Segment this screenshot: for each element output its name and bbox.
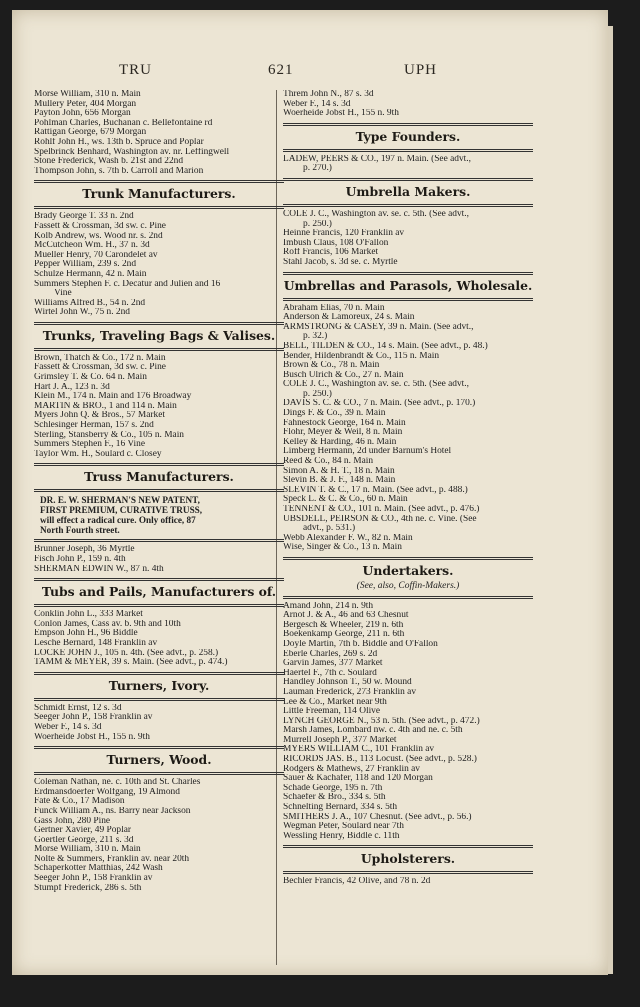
list-item: Amand John, 214 n. 9th bbox=[283, 601, 374, 611]
list-item: p. 32.) bbox=[303, 332, 328, 342]
section-rule bbox=[283, 871, 533, 874]
list-item: Wessling Henry, Biddle c. 11th bbox=[283, 831, 400, 841]
list-item: Abraham Elias, 70 n. Main bbox=[283, 303, 385, 313]
page-header bbox=[12, 62, 608, 84]
list-item: ARMSTRONG & CASEY, 39 n. Main. (See advt., bbox=[283, 322, 474, 332]
list-item: Sauer & Kachafer, 118 and 120 Morgan bbox=[283, 774, 433, 784]
list-item: Mueller Henry, 70 Carondelet av bbox=[34, 250, 158, 260]
list-item: TENNENT & CO., 101 n. Main. (See advt., p. 476.) bbox=[283, 505, 480, 514]
list-item: RICORDS JAS. B., 113 Locust. (See advt., p. 528.) bbox=[283, 755, 477, 765]
list-item: Morse William, 310 n. Main bbox=[34, 845, 141, 855]
list-item: Lesche Bernard, 148 Franklin av bbox=[34, 638, 158, 648]
list-item: Schaefer & Bro., 334 s. 5th bbox=[283, 793, 386, 803]
list-item: Bender, Hildenbrandt & Co., 115 n. Main bbox=[283, 351, 440, 361]
list-item: SMITHERS J. A., 107 Chesnut. (See advt., p. 56.) bbox=[283, 812, 472, 822]
list-item: Schlesinger Herman, 157 s. 2nd bbox=[34, 421, 154, 431]
section-rule bbox=[34, 348, 284, 351]
section-rule bbox=[34, 322, 284, 325]
list-item: Brady George T. 33 n. 2nd bbox=[34, 212, 134, 222]
section-rule bbox=[283, 204, 533, 207]
list-item: Schulze Hermann, 42 n. Main bbox=[34, 269, 147, 279]
section-rule bbox=[34, 180, 284, 183]
list-item: Haertel F., 7th c. Soulard bbox=[283, 668, 377, 678]
list-item: p. 270.) bbox=[303, 164, 332, 174]
section-trunks-bags-entries bbox=[34, 354, 284, 460]
section-rule bbox=[283, 123, 533, 126]
list-item: McCutcheon Wm. H., 37 n. 3d bbox=[34, 241, 150, 251]
list-item: Marsh James, Lombard nw. c. 4th and ne. c. 5th bbox=[283, 726, 463, 736]
section-rule bbox=[34, 746, 284, 749]
list-item: Rohlf John H., ws. 13th b. Spruce and Poplar bbox=[34, 137, 204, 147]
list-item: Wise, Singer & Co., 13 n. Main bbox=[283, 543, 402, 553]
list-item: Taylor Wm. H., Soulard c. Closey bbox=[34, 449, 162, 459]
list-item: Myers John Q. & Bros., 57 Market bbox=[34, 411, 165, 421]
section-undertakers-entries bbox=[283, 602, 533, 842]
list-item: Schade George, 195 n. 7th bbox=[283, 783, 383, 793]
list-item: Dings F. & Co., 39 n. Main bbox=[283, 409, 386, 419]
section-umbrellas-parasols-entries bbox=[283, 304, 533, 553]
section-rule bbox=[283, 596, 533, 599]
list-item: Handley Johnson T., 50 w. Mound bbox=[283, 678, 412, 688]
ad-line: North Fourth street. bbox=[40, 525, 120, 536]
section-rule bbox=[283, 557, 533, 560]
list-item: Wirtel John W., 75 n. 2nd bbox=[34, 308, 130, 318]
list-item: Erdmansdoerfer Wolfgang, 19 Almond bbox=[34, 787, 180, 797]
list-item: Brown, Thatch & Co., 172 n. Main bbox=[34, 353, 166, 363]
section-turners-ivory-entries bbox=[34, 704, 284, 742]
list-item: Fisch John P., 159 n. 4th bbox=[34, 555, 126, 564]
list-item: Funck William A., ns. Barry near Jackson bbox=[34, 806, 191, 816]
section-type-founders-entries bbox=[283, 155, 533, 174]
list-item: Imbush Claus, 108 O'Fallon bbox=[283, 238, 389, 248]
section-turners-wood-entries bbox=[34, 778, 284, 893]
section-rule bbox=[283, 298, 533, 301]
list-item: Goertler George, 211 s. 3d bbox=[34, 835, 134, 845]
list-item: Mullery Peter, 404 Morgan bbox=[34, 99, 137, 109]
list-item: MARTIN & BRO., 1 and 114 n. Main bbox=[34, 401, 177, 411]
right-column bbox=[283, 90, 533, 887]
list-item: Summers Stephen F., 16 Vine bbox=[34, 440, 146, 450]
section-rule bbox=[34, 206, 284, 209]
list-item: Spelbrinck Benhard, Washington av. nr. Leffingwell bbox=[34, 147, 230, 157]
list-item: Fate & Co., 17 Madison bbox=[34, 797, 125, 807]
ad-line: FIRST PREMIUM, CURATIVE TRUSS, bbox=[40, 505, 203, 516]
entries-top-left bbox=[34, 90, 284, 176]
section-tubs-entries bbox=[34, 610, 284, 668]
directory-page bbox=[12, 10, 608, 975]
list-item: Anderson & Lamoreux, 24 s. Main bbox=[283, 313, 415, 323]
page-number: 621 bbox=[268, 62, 294, 78]
list-item: Klein M., 174 n. Main and 176 Broadway bbox=[34, 392, 192, 402]
list-item: Webb Alexander F. W., 82 n. Main bbox=[283, 533, 413, 543]
list-item: Garvin James, 377 Market bbox=[283, 659, 383, 669]
list-item: Conlon James, Cass av. b. 9th and 10th bbox=[34, 619, 181, 629]
list-item: Williams Alfred B., 54 n. 2nd bbox=[34, 298, 146, 308]
entries-top-right bbox=[283, 90, 533, 119]
list-item: Roff Francis, 106 Market bbox=[283, 248, 379, 258]
list-item: Hart J. A., 123 n. 3d bbox=[34, 382, 110, 392]
list-item: Gass John, 280 Pine bbox=[34, 816, 111, 826]
list-item: Rattigan George, 679 Morgan bbox=[34, 128, 147, 138]
list-item: UBSDELL, PEIRSON & CO., 4th ne. c. Vine. (See bbox=[283, 514, 477, 524]
section-rule bbox=[283, 272, 533, 275]
list-item: TAMM & MEYER, 39 s. Main. (See advt., p. 474.) bbox=[34, 658, 228, 668]
list-item: Woerheide Jobst H., 155 n. 9th bbox=[283, 109, 399, 119]
list-item: Lauman Frederick, 273 Franklin av bbox=[283, 687, 417, 697]
section-rule bbox=[283, 845, 533, 848]
list-item: Threm John N., 87 s. 3d bbox=[283, 90, 374, 99]
list-item: BELL, TILDEN & CO., 14 s. Main. (See advt., p. 48.) bbox=[283, 341, 488, 351]
list-item: Stumpf Frederick, 286 s. 5th bbox=[34, 883, 142, 893]
list-item: Doyle Martin, 7th b. Biddle and O'Fallon bbox=[283, 639, 438, 649]
list-item: Payton John, 656 Morgan bbox=[34, 109, 131, 119]
list-item: Arnot J. & A., 46 and 63 Chesnut bbox=[283, 611, 409, 621]
see-also-note: (See, also, Coffin-Makers.) bbox=[356, 580, 460, 591]
list-item: Wegman Peter, Soulard near 7th bbox=[283, 822, 404, 832]
section-title-trunks-bags: Trunks, Traveling Bags & Valises. bbox=[42, 327, 276, 343]
list-item: Schmidt Ernst, 12 s. 3d bbox=[34, 703, 122, 713]
list-item: Lee & Co., Market near 9th bbox=[283, 697, 387, 707]
list-item: Limberg Hermann, 2d under Barnum's Hotel bbox=[283, 447, 452, 457]
list-item: Rodgers & Mathews, 27 Franklin av bbox=[283, 764, 420, 774]
section-title-umbrella-makers: Umbrella Makers. bbox=[345, 183, 471, 199]
list-item: Kolb Andrew, ws. Wood nr. s. 2nd bbox=[34, 231, 163, 241]
list-item: Murrell Joseph P., 377 Market bbox=[283, 735, 397, 745]
section-rule bbox=[34, 604, 284, 607]
header-right: UPH bbox=[404, 62, 438, 78]
list-item: Little Freeman, 114 Olive bbox=[283, 707, 381, 717]
section-title-type-founders: Type Founders. bbox=[355, 128, 461, 144]
section-rule bbox=[34, 539, 284, 542]
list-item: Fassett & Crossman, 3d sw. c. Pine bbox=[34, 363, 166, 373]
section-title-undertakers: Undertakers. bbox=[362, 562, 454, 578]
section-rule bbox=[283, 149, 533, 152]
section-truss-entries bbox=[34, 545, 284, 574]
list-item: Pepper William, 239 s. 2nd bbox=[34, 260, 137, 270]
section-title-trunk: Trunk Manufacturers. bbox=[82, 186, 236, 202]
section-rule bbox=[34, 772, 284, 775]
left-column bbox=[34, 90, 284, 893]
list-item: Bechler Francis, 42 Olive, and 78 n. 2d bbox=[283, 877, 431, 887]
list-item: Bergesch & Wheeler, 219 n. 6th bbox=[283, 620, 404, 630]
list-item: Woerheide Jobst H., 155 n. 9th bbox=[34, 732, 150, 742]
list-item: Reed & Co., 84 n. Main bbox=[283, 457, 374, 467]
ad-line: DR. E. W. SHERMAN'S NEW PATENT, bbox=[40, 495, 200, 506]
section-title-truss: Truss Manufacturers. bbox=[84, 469, 234, 485]
list-item: Speck L. & C. & Co., 60 n. Main bbox=[283, 495, 408, 505]
section-title-upholsterers: Upholsterers. bbox=[360, 851, 456, 867]
section-rule bbox=[283, 178, 533, 181]
ad-line: will effect a radical cure. Only office, 87 bbox=[40, 515, 196, 526]
section-trunk-entries bbox=[34, 212, 284, 318]
list-item: Slevin B. & J. F., 148 n. Main bbox=[283, 476, 396, 486]
list-item: Schnelting Bernard, 334 s. 5th bbox=[283, 803, 398, 813]
list-item: Vine bbox=[54, 289, 72, 299]
list-item: p. 250.) bbox=[303, 219, 332, 229]
section-rule bbox=[34, 489, 284, 492]
list-item: Brunner Joseph, 36 Myrtle bbox=[34, 545, 135, 555]
list-item: Eberle Charles, 269 s. 2d bbox=[283, 649, 378, 659]
list-item: Seeger John P., 158 Franklin av bbox=[34, 713, 153, 723]
list-item: Heinne Francis, 120 Franklin av bbox=[283, 229, 405, 239]
list-item: Summers Stephen F. c. Decatur and Julien and 16 bbox=[34, 279, 221, 289]
list-item: Pohlman Charles, Buchanan c. Bellefontaine rd bbox=[34, 118, 213, 128]
list-item: Empson John H., 96 Biddle bbox=[34, 629, 138, 639]
section-umbrella-entries bbox=[283, 210, 533, 268]
list-item: Stone Frederick, Wash b. 21st and 22nd bbox=[34, 157, 184, 167]
list-item: Conklin John L., 333 Market bbox=[34, 610, 143, 620]
list-item: Schaperkotter Matthias, 242 Wash bbox=[34, 864, 163, 874]
section-rule bbox=[34, 698, 284, 701]
list-item: Thompson John, s. 7th b. Carroll and Marion bbox=[34, 166, 204, 176]
list-item: Seeger John P., 158 Franklin av bbox=[34, 874, 153, 884]
list-item: Morse William, 310 n. Main bbox=[34, 90, 141, 99]
list-item: Nolte & Summers, Franklin av. near 20th bbox=[34, 854, 190, 864]
list-item: Gertner Xavier, 49 Poplar bbox=[34, 826, 131, 836]
list-item: advt., p. 531.) bbox=[303, 524, 356, 534]
section-title-turners-ivory: Turners, Ivory. bbox=[108, 677, 210, 693]
list-item: MYERS WILLIAM C., 101 Franklin av bbox=[283, 745, 435, 755]
section-rule bbox=[34, 578, 284, 581]
truss-advertisement bbox=[34, 495, 284, 535]
list-item: Sterling, Stansberry & Co., 105 n. Main bbox=[34, 430, 184, 440]
section-rule bbox=[34, 463, 284, 466]
list-item: LADEW, PEERS & CO., 197 n. Main. (See advt., bbox=[283, 154, 471, 164]
list-item: Busch Ulrich & Co., 27 n. Main bbox=[283, 370, 404, 380]
list-item: COLE J. C., Washington av. se. c. 5th. (See advt., bbox=[283, 380, 469, 390]
list-item: Fassett & Crossman, 3d sw. c. Pine bbox=[34, 221, 166, 231]
list-item: SHERMAN EDWIN W., 87 n. 4th bbox=[34, 564, 164, 574]
section-title-umbrellas-parasols: Umbrellas and Parasols, Wholesale. bbox=[283, 277, 533, 293]
list-item: Brown & Co., 78 n. Main bbox=[283, 361, 380, 371]
list-item: Stahl Jacob, s. 3d se. c. Myrtle bbox=[283, 257, 398, 267]
section-title-turners-wood: Turners, Wood. bbox=[106, 752, 212, 768]
list-item: Grimsley T. & Co. 64 n. Main bbox=[34, 373, 147, 383]
list-item: Simon A. & H. T., 18 n. Main bbox=[283, 466, 395, 476]
section-title-tubs: Tubs and Pails, Manufacturers of. bbox=[41, 584, 277, 600]
list-item: SLEVIN T. & C., 17 n. Main. (See advt., p. 488.) bbox=[283, 485, 468, 495]
list-item: p. 250.) bbox=[303, 389, 332, 399]
list-item: Flohr, Meyer & Weil, 8 n. Main bbox=[283, 428, 403, 438]
list-item: Kelley & Harding, 46 n. Main bbox=[283, 437, 397, 447]
list-item: Boekenkamp George, 211 n. 6th bbox=[283, 630, 405, 640]
list-item: DAVIS S. C. & CO., 7 n. Main. (See advt., p. 170.) bbox=[283, 399, 476, 409]
header-left: TRU bbox=[119, 62, 152, 78]
list-item: COLE J. C., Washington av. se. c. 5th. (See advt., bbox=[283, 209, 469, 219]
section-rule bbox=[34, 672, 284, 675]
list-item: LOCKE JOHN J., 105 n. 4th. (See advt., p. 258.) bbox=[34, 648, 219, 658]
list-item: Fahnestock George, 164 n. Main bbox=[283, 418, 406, 428]
list-item: Coleman Nathan, ne. c. 10th and St. Charles bbox=[34, 778, 201, 788]
list-item: Weber F., 14 s. 3d bbox=[34, 722, 102, 732]
list-item: Weber F., 14 s. 3d bbox=[283, 99, 351, 109]
section-upholsterers-entries bbox=[283, 877, 533, 887]
list-item: LYNCH GEORGE N., 53 n. 5th. (See advt., p. 472.) bbox=[283, 716, 480, 726]
